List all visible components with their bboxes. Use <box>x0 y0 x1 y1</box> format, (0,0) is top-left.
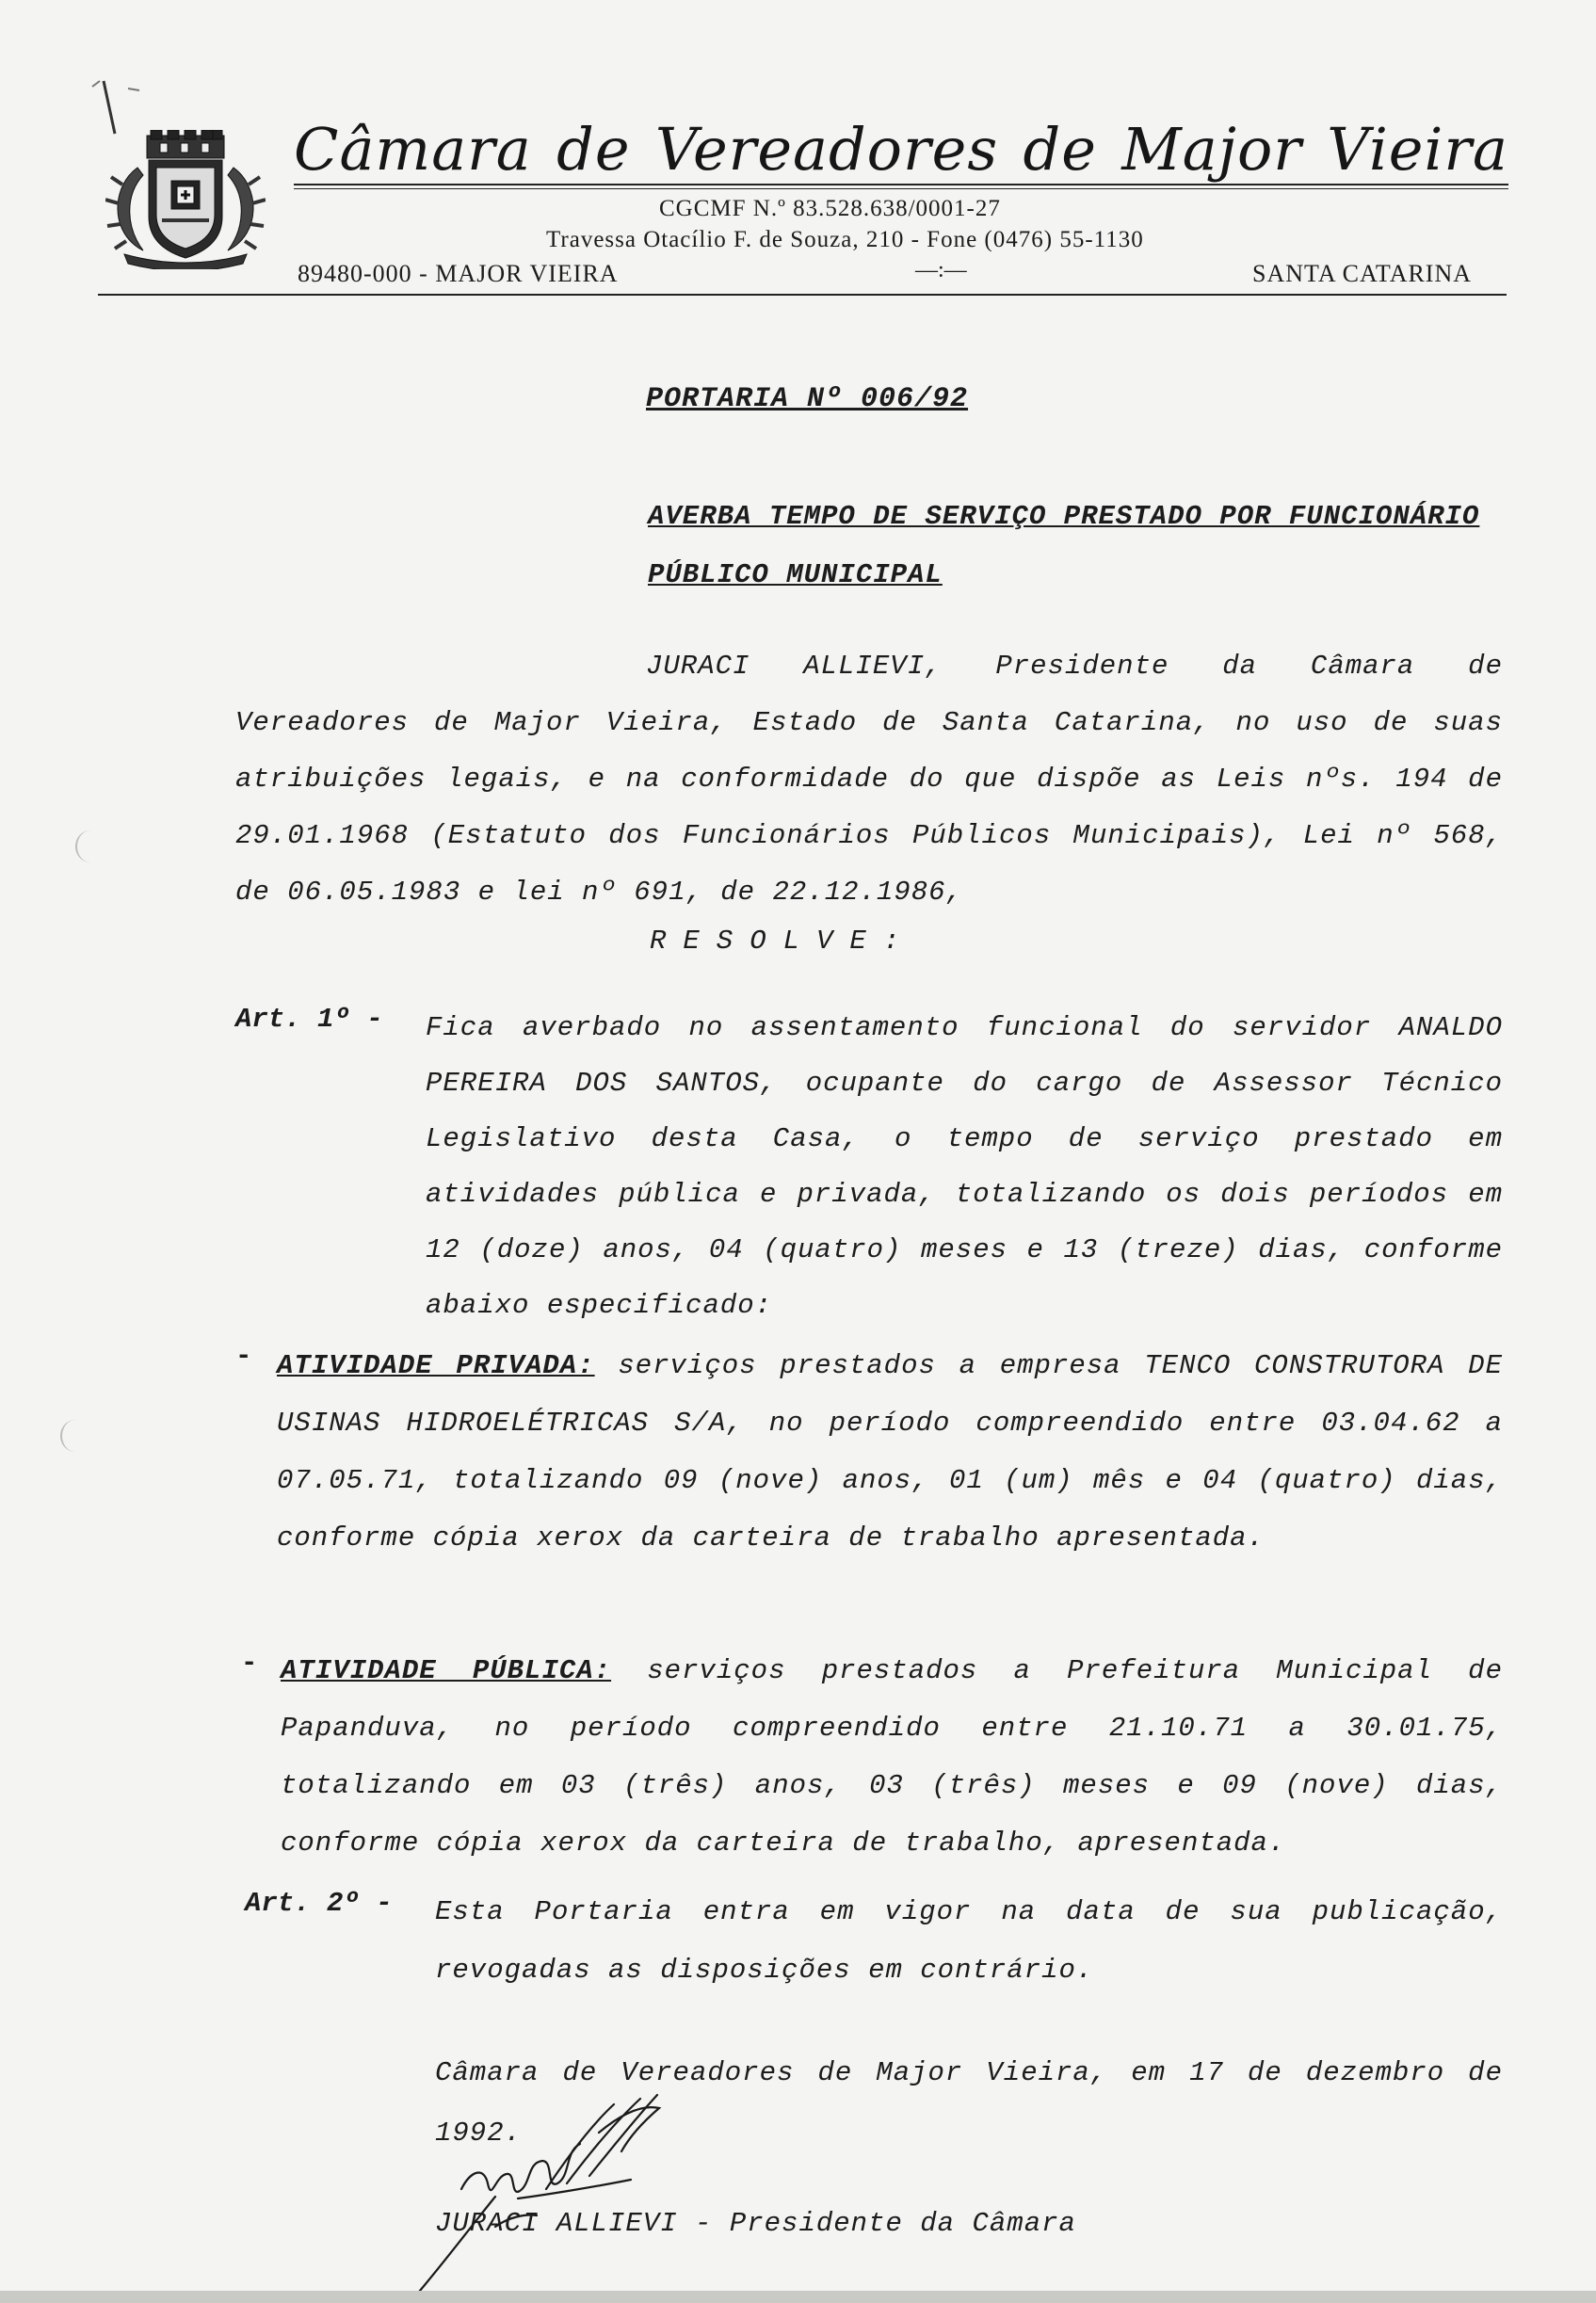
document-summary: AVERBA TEMPO DE SERVIÇO PRESTADO POR FUNCIONÁRIO PÚBLICO MUNICIPAL <box>648 501 1480 590</box>
institution-name-word: de <box>1023 115 1097 184</box>
article-1-text: Fica averbado no assentamento funcional do servidor ANALDO PEREIRA DOS SANTOS, ocupante do cargo de Assessor Técnico Legislativo desta Casa, o tempo de serviço prestado em atividades pública e privada, totalizando os dois períodos em 12 (doze) anos, 04 (quatro) meses e 13 (treze) dias, conforme abaixo especificado: <box>426 1012 1503 1321</box>
handwritten-signature-icon <box>405 2086 810 2302</box>
scan-bottom-edge <box>0 2291 1596 2303</box>
public-activity-text: serviços prestados a Prefeitura Municipal de Papanduva, no período compreendido entre 21.10.71 a 30.01.75, totalizando em 03 (três) anos, 03 (três) meses e 09 (nove) dias, conforme cópia xerox da carteira de trabalho, apresentada. <box>281 1655 1503 1859</box>
institution-name-word: Câmara <box>294 115 532 184</box>
document-title: PORTARIA Nº 006/92 <box>646 383 969 415</box>
preamble-paragraph: JURACI ALLIEVI, Presidente da Câmara de Vereadores de Major Vieira, Estado de Santa Catarina, no uso de suas atribuições legais, e na conformidade do que dispõe as Leis nºs. 194 de 29.01.1968 (Estatuto dos Funcionários Públicos Municipais), Lei nº 568, de 06.05.1983 e lei nº 691, de 22.12.1986, <box>235 651 1503 908</box>
resolve-heading: RESOLVE: <box>650 926 917 957</box>
private-activity-text: serviços prestados a empresa TENCO CONSTRUTORA DE USINAS HIDROELÉTRICAS S/A, no período compreendido entre 03.04.62 a 07.05.71, totalizando 09 (nove) anos, 01 (um) mês e 04 (quatro) dias, conforme cópia xerox da carteira de trabalho apresentada. <box>277 1350 1503 1554</box>
letterhead-rule <box>294 184 1508 185</box>
article-2-text: Esta Portaria entra em vigor na data de sua publicação, revogadas as disposições em contrário. <box>435 1896 1503 1986</box>
postal-city: 89480-000 - MAJOR VIEIRA <box>298 260 619 287</box>
institution-name-word: Vieira <box>1327 115 1508 184</box>
private-activity-heading: ATIVIDADE PRIVADA: <box>277 1350 595 1381</box>
signatory-line: JURACI ALLIEVI - Presidente da Câmara <box>435 2208 1076 2239</box>
letterhead-rule <box>294 188 1508 189</box>
letterhead-bottom-rule <box>98 294 1507 296</box>
institution-name-word: de <box>556 115 631 184</box>
punch-hole <box>60 1420 90 1452</box>
institution-name <box>294 115 1508 184</box>
punch-hole <box>75 830 105 862</box>
article-2-label: Art. 2º - <box>245 1888 393 1919</box>
article-1-label: Art. 1º - <box>235 1004 383 1035</box>
scan-mark-icon <box>90 79 156 136</box>
separator-mark: —:— <box>915 258 967 282</box>
public-activity-item <box>281 1642 1503 1872</box>
private-activity-item <box>277 1337 1503 1567</box>
institution-name-word: Major <box>1121 115 1302 184</box>
tax-id: CGCMF N.º 83.528.638/0001-27 <box>659 196 1001 221</box>
bullet-dash: - <box>241 1648 258 1679</box>
institution-name-word: Vereadores <box>654 115 999 184</box>
bullet-dash: - <box>235 1341 252 1372</box>
closing-date-line: Câmara de Vereadores de Major Vieira, em 17 de dezembro de 1992. <box>435 2057 1503 2149</box>
municipal-coat-of-arms-icon <box>105 130 266 269</box>
public-activity-heading: ATIVIDADE PÚBLICA: <box>281 1655 612 1686</box>
state-name: SANTA CATARINA <box>1252 260 1473 287</box>
address-line: Travessa Otacílio F. de Souza, 210 - Fone (0476) 55-1130 <box>546 227 1144 252</box>
